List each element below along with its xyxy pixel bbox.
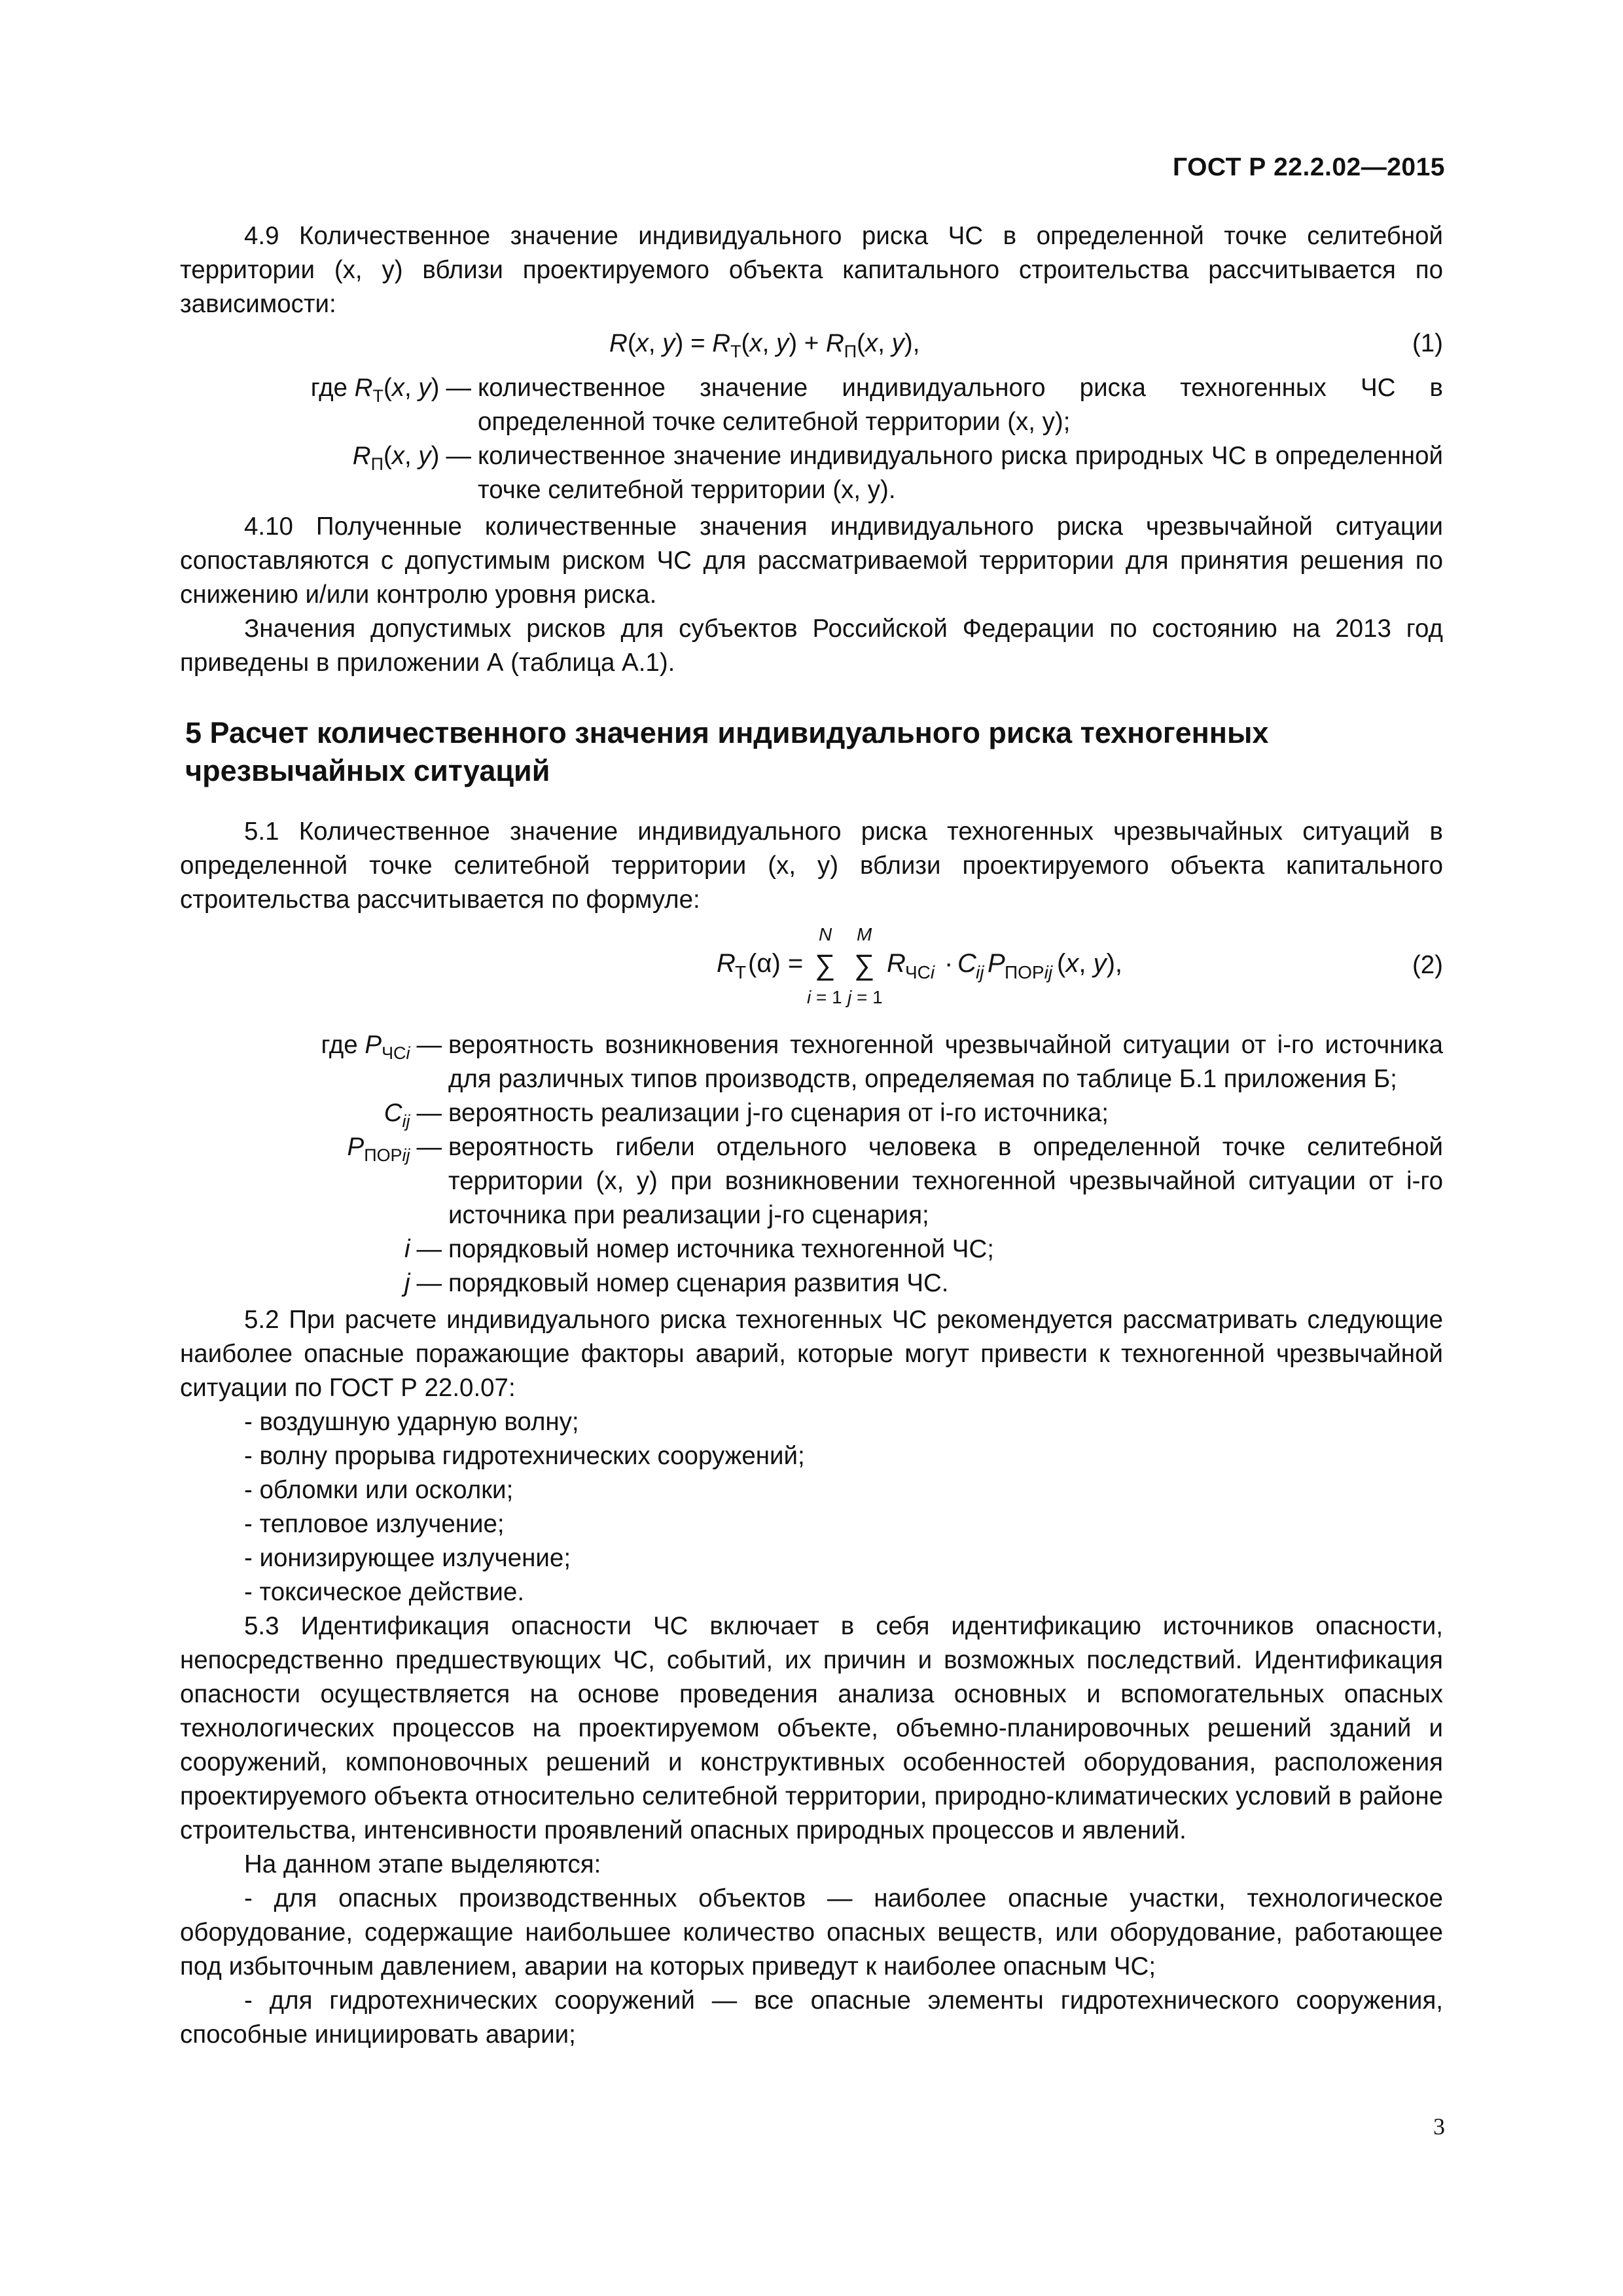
- page-content: [180, 219, 1443, 2052]
- formula-2: [180, 920, 1443, 1018]
- formula-1-expression: R(x, $y) = R_Т(x$, $y) + R_П(x$, y),: [609, 329, 920, 361]
- svg-text:M: M: [857, 924, 872, 944]
- where-prefix: где: [321, 1031, 358, 1059]
- paragraph-4-10-b: Значения допустимых рисков для субъектов Российской Федерации по состоянию на 2013 год приведены в приложении А (таблица А.1).: [180, 615, 1443, 677]
- list-item: - тепловое излучение;: [244, 1510, 505, 1538]
- paragraph-5-3-b: На данном этапе выделяются:: [244, 1850, 601, 1878]
- svg-text:(x, y),: (x, y),: [1057, 949, 1122, 978]
- svg-text:∑: ∑: [854, 949, 875, 981]
- where-symbol: $R_П(x$, y) —: [352, 442, 471, 474]
- list-item: - волну прорыва гидротехнических сооружений;: [244, 1442, 805, 1470]
- where-block-1: [180, 371, 1443, 507]
- page-number: 3: [1433, 2113, 1445, 2140]
- where-symbol: j —: [404, 1269, 442, 1297]
- formula-2-number: (2): [1412, 951, 1443, 979]
- formula-1: [180, 325, 1443, 366]
- where-item: [180, 439, 1443, 507]
- where-symbol: i —: [404, 1235, 442, 1263]
- paragraph-5-3-c: - для опасных производственных объектов — наиболее опасные участки, технологическое оборудование, содержащие наибольшее количество опасных веществ, или оборудование, работающее под избыточным давлением, аварии на которых приведут к наиболее опасным ЧС;: [180, 1884, 1443, 1981]
- where-description: порядковый номер источника техногенной ЧС;: [448, 1235, 994, 1263]
- paragraph-5-3-d: - для гидротехнических сооружений — все опасные элементы гидротехнического сооружения, способные инициировать аварии;: [180, 1986, 1443, 2049]
- where-description: вероятность реализации j-го сценария от i-го источника;: [448, 1099, 1109, 1127]
- paragraph-5-2: 5.2 При расчете индивидуального риска техногенных ЧС рекомендуется рассматривать следующие наиболее опасные поражающие факторы аварий, которые могут привести к техногенной чрезвычайной ситуации по ГОСТ Р 22.0.07:: [180, 1306, 1443, 1402]
- list-item: - обломки или осколки;: [244, 1476, 514, 1504]
- list-item: - ионизирующее излучение;: [244, 1544, 571, 1572]
- where-description: количественное значение индивидуального риска техногенных ЧС в определенной точке селитебной территории (x, y);: [478, 374, 1443, 436]
- svg-text:j = 1: j = 1: [847, 987, 883, 1007]
- formula-2-expression: [520, 920, 1175, 1018]
- document-code: ГОСТ Р 22.2.02—2015: [1172, 153, 1445, 181]
- svg-text:∑: ∑: [815, 949, 836, 981]
- where-description: вероятность гибели отдельного человека в определенной точке селитебной территории (x, y) при возникновении техногенной чрезвычайной ситуации от i-го источника при реализации j-го сценария;: [448, 1133, 1443, 1229]
- svg-text:R: R: [887, 949, 906, 978]
- where-symbol: где $P_{ЧСi}$ —: [321, 1031, 442, 1063]
- svg-text:i = 1: i = 1: [807, 987, 842, 1007]
- paragraph-5-1: 5.1 Количественное значение индивидуального риска техногенных чрезвычайных ситуаций в определенной точке селитебной территории (x, y) вблизи проектируемого объекта капитального строительства рассчитывается по формуле:: [180, 817, 1443, 914]
- where-item: [180, 371, 1443, 439]
- paragraph-4-9: 4.9 Количественное значение индивидуального риска ЧС в определенной точке селитебной территории (x, y) вблизи проектируемого объекта капитального строительства рассчитывается по зависимости:: [180, 222, 1443, 318]
- svg-text:C: C: [957, 949, 976, 978]
- where-description: порядковый номер сценария развития ЧС.: [448, 1269, 949, 1297]
- factors-list: [180, 1405, 1443, 1609]
- where-item: [180, 1232, 1443, 1266]
- svg-text:ПОРij: ПОРij: [1005, 962, 1053, 982]
- svg-text:ЧСi: ЧСi: [905, 962, 935, 982]
- svg-text:·: ·: [944, 949, 954, 978]
- where-prefix: где: [310, 374, 348, 402]
- svg-text:P: P: [988, 949, 1005, 978]
- svg-text:Т: Т: [735, 962, 747, 982]
- where-block-2: [180, 1028, 1443, 1300]
- section-5-title: 5 Расчет количественного значения индивидуального риска техногенных чрезвычайных ситуаций: [185, 716, 1269, 787]
- svg-text:(α) =: (α) =: [748, 949, 804, 978]
- svg-text:N: N: [819, 924, 832, 944]
- where-item: [180, 1096, 1443, 1130]
- list-item: - токсическое действие.: [244, 1578, 525, 1606]
- where-item: [180, 1130, 1443, 1232]
- where-item: [180, 1266, 1443, 1300]
- paragraph-4-10: 4.10 Полученные количественные значения индивидуального риска чрезвычайной ситуации сопоставляются с допустимым риском ЧС для рассматриваемой территории для принятия решения по снижению и/или контролю уровня риска.: [180, 512, 1443, 609]
- svg-text:ij: ij: [976, 962, 984, 982]
- where-description: вероятность возникновения техногенной чрезвычайной ситуации от i-го источника для различных типов производств, определяемая по таблице Б.1 приложения Б;: [448, 1031, 1443, 1093]
- formula-1-number: (1): [1412, 329, 1443, 357]
- where-description: количественное значение индивидуального риска природных ЧС в определенной точке селитебной территории (x, y).: [478, 442, 1443, 504]
- where-symbol: $C_{ij}$ —: [383, 1099, 442, 1131]
- paragraph-5-3: 5.3 Идентификация опасности ЧС включает в себя идентификацию источников опасности, непосредственно предшествующих ЧС, событий, их причин и возможных последствий. Идентификация опасности осуществляется на основе проведения анализа основных и вспомогательных опасных технологических процессов на проектируемом объекте, объемно-планировочных решений зданий и сооружений, компоновочных решений и конструктивных особенностей оборудования, расположения проектируемого объекта относительно селитебной территории, природно-климатических условий в районе строительства, интенсивности проявлений опасных природных процессов и явлений.: [180, 1612, 1443, 1844]
- where-symbol: $P_{ПОРij}$ —: [347, 1133, 442, 1165]
- list-item: - воздушную ударную волну;: [244, 1408, 579, 1436]
- svg-text:R: R: [717, 949, 736, 978]
- where-symbol: где $R_Т(x$, y) —: [310, 374, 471, 406]
- where-item: [180, 1028, 1443, 1096]
